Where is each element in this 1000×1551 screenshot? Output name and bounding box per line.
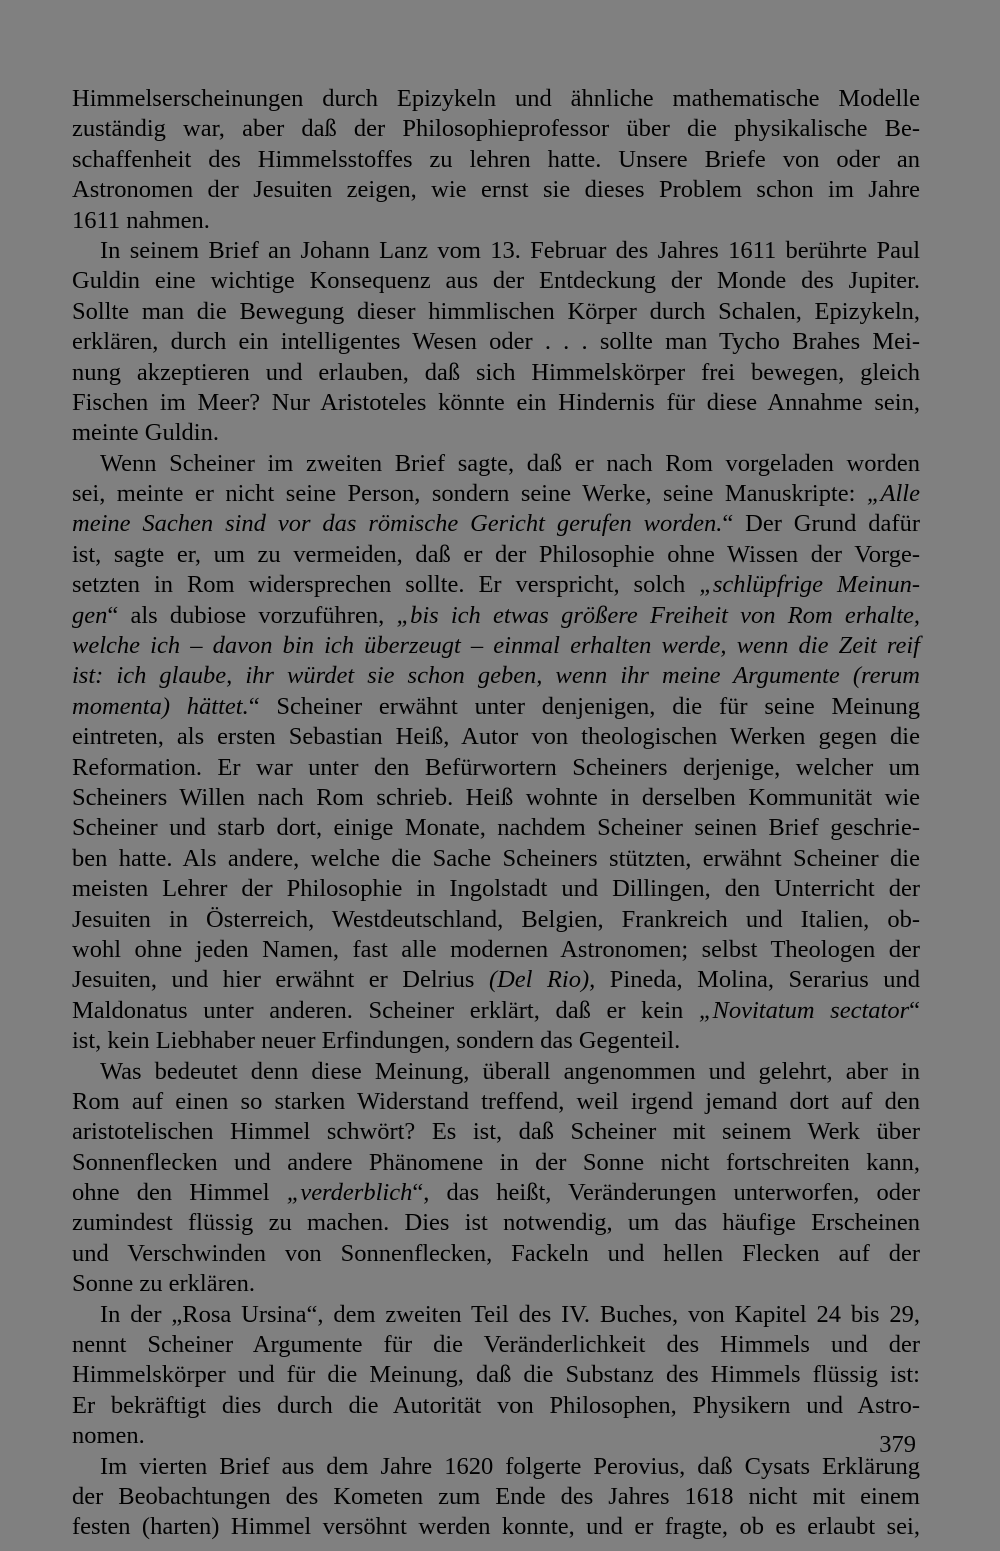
italic-text: „Alle [866,480,920,508]
text-line [72,1421,920,1451]
text-line [72,449,920,479]
text-line [72,266,920,296]
text-line [72,844,920,874]
text-line [72,692,920,722]
line-text: ohne den Himmel [72,1179,287,1207]
italic-text: ist: ich glaube, ihr würdet sie schon geben, wenn ihr meine Argumente (rerum [72,662,920,690]
text-line [72,175,920,205]
line-text: Sonne zu erklären. [72,1270,255,1298]
line-text: nung akzeptieren und erlauben, daß sich Himmelskörper frei bewegen, gleich [72,358,920,386]
text-line [72,1087,920,1117]
italic-text: gen [72,601,108,629]
line-text: schaffenheit des Himmelsstoffes zu lehren hatte. Unsere Briefe von oder an [72,145,920,173]
line-text: Astronomen der Jesuiten zeigen, wie ernst sie dieses Problem schon im Jahre [72,176,920,204]
line-text: wohl ohne jeden Namen, fast alle modernen Astronomen; selbst Theologen der [72,935,920,963]
text-line [72,388,920,418]
text-line [72,965,920,995]
line-text: “ Der Grund dafür [722,510,920,538]
text-line [72,540,920,570]
text-line [72,1269,920,1299]
line-text: zuständig war, aber daß der Philosophieprofessor über die physikalische Be- [72,115,920,143]
page-number: 379 [879,1431,916,1458]
line-text: Fischen im Meer? Nur Aristoteles könnte ein Hindernis für diese Annahme sein, [72,388,920,416]
italic-text: welche ich – davon bin ich überzeugt – einmal erhalten werde, wenn die Zeit reif [72,632,920,660]
italic-text: momenta) hättet. [72,692,249,720]
text-line [72,813,920,843]
line-text: Maldonatus unter anderen. Scheiner erklärt, daß er kein [72,996,699,1024]
line-text: In der „Rosa Ursina“, dem zweiten Teil des IV. Buches, von Kapitel 24 bis 29, [100,1300,920,1328]
text-line [72,1148,920,1178]
line-text: Pineda, Molina, Serarius und [595,966,920,994]
line-text: 1611 nahmen. [72,206,210,234]
text-line [72,874,920,904]
line-text: ist, kein Liebhaber neuer Erfindungen, sondern das Gegenteil. [72,1027,681,1055]
line-text: Wenn Scheiner im zweiten Brief sagte, daß er nach Rom vorgeladen worden [100,449,920,477]
text-line [72,1391,920,1421]
text-line [72,114,920,144]
text-line [72,1482,920,1512]
line-text: festen (harten) Himmel versöhnt werden konnte, und er fragte, ob es erlaubt sei, [72,1513,920,1541]
line-text: Rom auf einen so starken Widerstand treffend, weil irgend jemand dort auf den [72,1087,920,1115]
line-text: nennt Scheiner Argumente für die Veränderlichkeit des Himmels und der [72,1331,920,1359]
line-text: Scheiner und starb dort, einige Monate, nachdem Scheiner seinen Brief geschrie- [72,814,920,842]
text-line [72,783,920,813]
line-text: erklären, durch ein intelligentes Wesen oder . . . sollte man Tycho Brahes Mei- [72,328,920,356]
text-line [72,996,920,1026]
line-text: setzten in Rom widersprechen sollte. Er verspricht, solch [72,571,700,599]
text-line [72,631,920,661]
text-line [72,1360,920,1390]
line-text: “ Scheiner erwähnt unter denjenigen, die für seine Meinung [248,692,920,720]
line-text: Guldin eine wichtige Konsequenz aus der Entdeckung der Monde des Jupiter. [72,267,920,295]
line-text: In seinem Brief an Johann Lanz vom 13. Februar des Jahres 1611 berührte Paul [100,236,920,264]
line-text: Sollte man die Bewegung dieser himmlischen Körper durch Schalen, Epizykeln, [72,297,920,325]
line-text: Himmelskörper und für die Meinung, daß die Substanz des Himmels flüssig ist: [72,1361,920,1389]
text-line [72,1208,920,1238]
text-line [72,570,920,600]
text-line [72,1057,920,1087]
text-line [72,418,920,448]
text-line [72,206,920,236]
line-text: ben hatte. Als andere, welche die Sache Scheiners stützten, erwähnt Scheiner die [72,844,920,872]
line-text: meisten Lehrer der Philosophie in Ingolstadt und Dillingen, den Unterricht der [72,875,920,903]
line-text: “ als dubiose vorzuführen, [107,601,397,629]
line-text: ist, sagte er, um zu vermeiden, daß er der Philosophie ohne Wissen der Vorge- [72,540,920,568]
line-text: Jesuiten in Österreich, Westdeutschland, Belgien, Frankreich und Italien, ob- [72,905,920,933]
text-line [72,358,920,388]
text-line [72,509,920,539]
line-text: Scheiners Willen nach Rom schrieb. Heiß wohnte in derselben Kommunität wie [72,783,920,811]
text-line [72,297,920,327]
line-text: Im vierten Brief aus dem Jahre 1620 folgerte Perovius, daß Cysats Erklärung [100,1452,920,1480]
text-line [72,145,920,175]
line-text: eintreten, als ersten Sebastian Heiß, Autor von theologischen Werken gegen die [72,723,920,751]
italic-text: „Novitatum sectator [698,996,910,1024]
text-line [72,661,920,691]
line-text: Sonnenflecken und andere Phänomene in der Sonne nicht fortschreiten kann, [72,1148,920,1176]
text-line [72,84,920,114]
line-text: sei, meinte er nicht seine Person, sondern seine Werke, seine Manuskripte: [72,480,867,508]
line-text: Jesuiten, und hier erwähnt er Delrius [72,966,489,994]
line-text: zumindest flüssig zu machen. Dies ist notwendig, um das häufige Erscheinen [72,1209,920,1237]
line-text: aristotelischen Himmel schwört? Es ist, daß Scheiner mit seinem Werk über [72,1118,920,1146]
italic-text: „bis ich etwas größere Freiheit von Rom erhalte, [396,601,920,629]
text-line [72,601,920,631]
line-text: der Beobachtungen des Kometen zum Ende des Jahres 1618 nicht mit einem [72,1482,920,1510]
text-line [72,1178,920,1208]
text-line [72,935,920,965]
text-line [72,1026,920,1056]
line-text: “, das heißt, Veränderungen unterworfen, oder [412,1179,920,1207]
text-line [72,1452,920,1482]
line-text: und Verschwinden von Sonnenflecken, Fackeln und hellen Flecken auf der [72,1239,920,1267]
text-line [72,1117,920,1147]
text-line [72,1300,920,1330]
page-body [72,84,920,1543]
line-text: Was bedeutet denn diese Meinung, überall angenommen und gelehrt, aber in [100,1057,920,1085]
italic-text: „verderblich [286,1179,413,1207]
text-line [72,905,920,935]
text-line [72,1330,920,1360]
line-text: “ [909,996,920,1024]
line-text: Reformation. Er war unter den Befürwortern Scheiners derjenige, welcher um [72,753,920,781]
line-text: meinte Guldin. [72,419,219,447]
italic-text: (Del Rio), [488,966,596,994]
line-text: Er bekräftigt dies durch die Autorität von Philosophen, Physikern und Astro- [72,1391,920,1419]
text-line [72,753,920,783]
line-text: nomen. [72,1422,145,1450]
italic-text: „schlüpfrige Meinun- [699,571,920,599]
italic-text: meine Sachen sind vor das römische Gericht gerufen worden. [72,510,723,538]
text-line [72,236,920,266]
text-line [72,1239,920,1269]
text-line [72,1512,920,1542]
text-line [72,327,920,357]
text-line [72,722,920,752]
text-line [72,479,920,509]
line-text: Himmelserscheinungen durch Epizykeln und ähnliche mathematische Modelle [72,85,920,112]
